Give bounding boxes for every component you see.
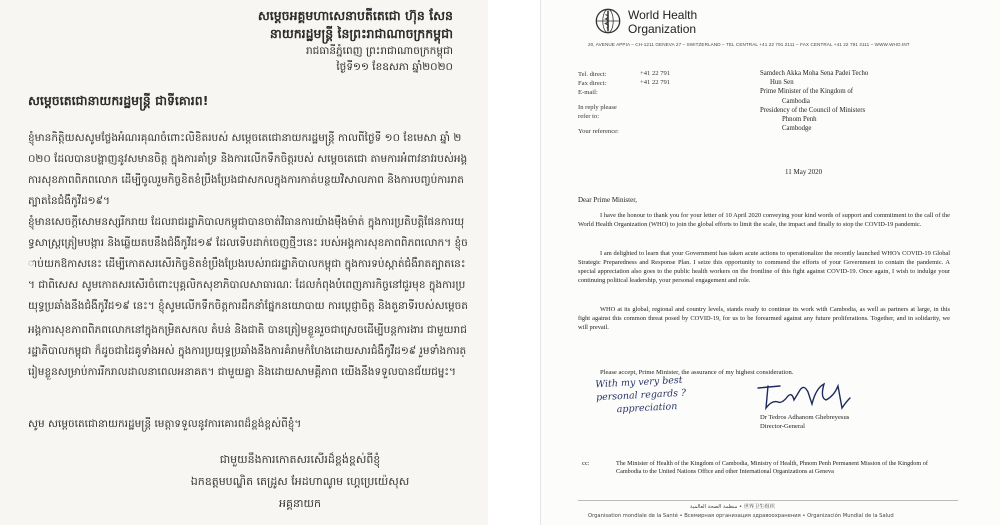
signer-title: Director-General: [760, 422, 805, 430]
footer-divider: [578, 500, 958, 501]
fax-label: Fax direct:: [578, 80, 607, 87]
who-org-name-line1: World Health: [628, 8, 698, 22]
handwritten-line: personal regards ?: [595, 387, 687, 404]
khmer-header-line3: រាជធានីភ្នំពេញ ព្រះរាជាណាចក្រកម្ពុជា: [306, 45, 453, 57]
who-emblem-icon: [595, 8, 621, 34]
handwritten-note: [595, 374, 687, 418]
reply-label-2: refer to:: [578, 113, 600, 120]
khmer-header-line1: សម្ដេចអគ្គមហាសេនាបតីតេជោ ហ៊ុន សែន: [257, 8, 453, 23]
handwritten-line: appreciation: [616, 401, 678, 416]
khmer-paragraph-3: អង្គការសុខភាពពិភពលោកនៅក្នុងកម្រិតសកល តំបន់ និងជាតិ បានត្រៀមខ្លួនរួចជាស្រេចដើម្បីបន្តការងារ ជាមួយរាជរដ្ឋាភិបាលកម្ពុជា ក៏ដូចជាដៃគូទាំងអស់ ក្នុងការប្រយុទ្ធប្រឆាំងនឹងការគំរាមកំហែងដោយសារជំងឺកូវីដ១៩ រួមទាំងការត្រៀមខ្លួនសម្រាប់ការរីករាលដាលនាពេលអនាគត។ ជាមួយគ្នា និងដោយសាមគ្គីភាព យើងនឹងទទួលបានជ័យជម្នះ។: [28, 324, 467, 378]
khmer-closing-1: ជាមួយនឹងការកោតសរសើរដ៏ខ្ពង់ខ្ពស់ពីខ្ញុំ: [219, 453, 381, 466]
khmer-paragraph-2: ខ្ញុំមានសេចក្ដីសោមនស្សរីករាយ ដែលរាជរដ្ឋាភិបាលកម្ពុជាបានចាត់វិធានការយ៉ាងម៉ឺងម៉ាត់ ក្នុងការប្រតិបត្តិផែនការយុទ្ធសាស្ត្រត្រៀមបង្ការ និងឆ្លើយតបនឹងជំងឺកូវីដ១៩ ដែលទើបដាក់ចេញថ្មីៗនេះ របស់អង្គការសុខភាពពិភពលោក។ ខ្ញុំចាប់យកឱកាសនេះ ដើម្បីកោតសរសើរកិច្ចខិតខំប្រឹងប្រែងរបស់រាជរដ្ឋាភិបាលកម្ពុជា ក្នុងការទប់ស្កាត់ជំងឺរាតត្បាតនេះ។ ជាពិសេស សូមកោតសរសើរចំពោះបុគ្គលិកសុខាភិបាលសាធារណៈ ដែលកំពុងបំពេញភារកិច្ចនៅជួរមុខ ក្នុងការប្រយុទ្ធប្រឆាំងនឹងជំងឺកូវីដ១៩ នេះ។ ខ្ញុំសូមលើកទឹកចិត្តការដឹកនាំផ្នែកនយោបាយ ការប្ដេជ្ញាចិត្ត និងតួនាទីរបស់សម្ដេច: [28, 216, 468, 312]
who-address-line: 20, AVENUE APPIA – CH-1211 GENEVA 27 – SWITZERLAND – TEL CENTRAL +41 22 791 2111 – FAX CENTRAL +41 22 791 3111 – WWW.WHO.INT: [588, 42, 910, 47]
who-org-name: [628, 8, 697, 36]
addressee-line: Phnom Penh: [782, 116, 817, 124]
khmer-paragraph-4: សូម សម្ដេចតេជោនាយករដ្ឋមន្ត្រី មេត្តាទទួលនូវការគោរពដ៏ខ្ពង់ខ្ពស់ពីខ្ញុំ។: [28, 418, 302, 430]
addressee-line: Prime Minister of the Kingdom of: [760, 88, 854, 96]
khmer-closing-3: អគ្គនាយក: [279, 497, 321, 510]
letter-closing: Please accept, Prime Minister, the assurance of my highest consideration.: [600, 369, 794, 376]
khmer-closing-2: ឯកឧត្ដមបណ្ឌិត តេដ្រូស អែដហាណូម ហ្គេប្រេយ៉េសុស: [190, 475, 410, 488]
letter-paragraph-2: I am delighted to learn that your Government has taken acute actions to operationalize the recently launched WHO's COVID-19 Global Strategic Preparedness and Response Plan. I seize this opportunity to commend the efforts of your Government to contain the pandemic. A special appreciation also goes to the public health workers on the frontline of this fight against COVID-19. Once again, I wish to indulge your continuing political leadership, your personal engagement and role.: [578, 250, 950, 284]
khmer-header-line2: នាយករដ្ឋមន្ត្រី នៃព្រះរាជាណាចក្រកម្ពុជា: [269, 26, 453, 41]
letter-paragraph-3: WHO at its global, regional and country levels, stands ready to continue its work with Cambodia, as well as partners at large, in this fight against this common threat posed by COVID-19, for us to be forearmed against any future proliferations. Together, and in solidarity, we will prevail.: [578, 306, 950, 331]
letter-paragraph-1: I have the honour to thank you for your letter of 10 April 2020 conveying your kind words of support and commitment to the call of the World Health Organization (WHO) to join the global efforts to limit the scale, the impact and finally to stop the COVID-19 pandemic.: [578, 212, 950, 228]
addressee-line: Samdech Akka Moha Sena Padei Techo: [760, 70, 869, 77]
signature-icon: [754, 378, 854, 414]
khmer-salutation: សម្ដេចតេជោនាយករដ្ឋមន្ត្រី ជាទីគោរព!: [28, 93, 209, 108]
tel-label: Tel. direct:: [578, 71, 607, 78]
footer-languages-2: Organisation mondiale de la Santé • Всемирная организация здравоохранения • Organización Mundial de la Salud: [588, 513, 894, 519]
cc-text: The Minister of Health of the Kingdom of Cambodia, Ministry of Health, Phnom Penh Permanent Mission of the Kingdom of Cambodia to the United Nations Office and other International Organizations at Geneva: [616, 460, 928, 476]
footer-languages-1: منظمة الصحة العالمية • 世界卫生组织: [690, 504, 775, 510]
khmer-header-date: ថ្ងៃទី១១ ខែឧសភា ឆ្នាំ២០២០: [336, 61, 453, 73]
tel-value: +41 22 791: [640, 70, 671, 77]
addressee-line: Cambodge: [782, 125, 812, 133]
your-reference-label: Your reference:: [578, 128, 619, 135]
letter-salutation: Dear Prime Minister,: [578, 196, 638, 204]
email-label: E-mail:: [578, 89, 598, 96]
handwritten-line: With my very best: [595, 374, 683, 391]
addressee-line: Cambodia: [782, 97, 810, 105]
letter-date: 11 May 2020: [785, 168, 823, 176]
fax-value: +41 22 791: [640, 79, 671, 86]
khmer-paragraph-1: ខ្ញុំមានកិត្តិយសសូមថ្លែងអំណរគុណចំពោះលិខិតរបស់ សម្ដេចតេជោនាយករដ្ឋមន្ត្រី កាលពីថ្ងៃទី ១០ ខែមេសា ឆ្នាំ ២០២០ ដែលបានបង្ហាញនូវសមានចិត្ត ក្នុងការគាំទ្រ និងការលើកទឹកចិត្តរបស់ សម្ដេចតេជោ តាមការអំពាវនាវរបស់អង្គការសុខភាពពិភពលោក ដើម្បីចូលរួមកិច្ចខិតខំប្រឹងប្រែងជាសកលក្នុងការកាត់បន្ថយវិសាលភាព និងការបញ្ចប់ការរាតត្បាតនៃជំងឺកូវីដ១៩។: [28, 132, 468, 207]
addressee-block: [760, 69, 868, 133]
who-org-name-line2: Organization: [628, 22, 697, 36]
signer-block: [760, 414, 849, 431]
addressee-line: Presidency of the Council of Ministers: [760, 106, 866, 114]
khmer-letter-page: [0, 0, 488, 525]
signer-name: Dr Tedros Adhanom Ghebreyesus: [760, 414, 850, 421]
cc-label: cc:: [582, 460, 590, 467]
addressee-line: Hun Sen: [770, 79, 794, 87]
reply-label-1: In reply please: [578, 104, 617, 111]
